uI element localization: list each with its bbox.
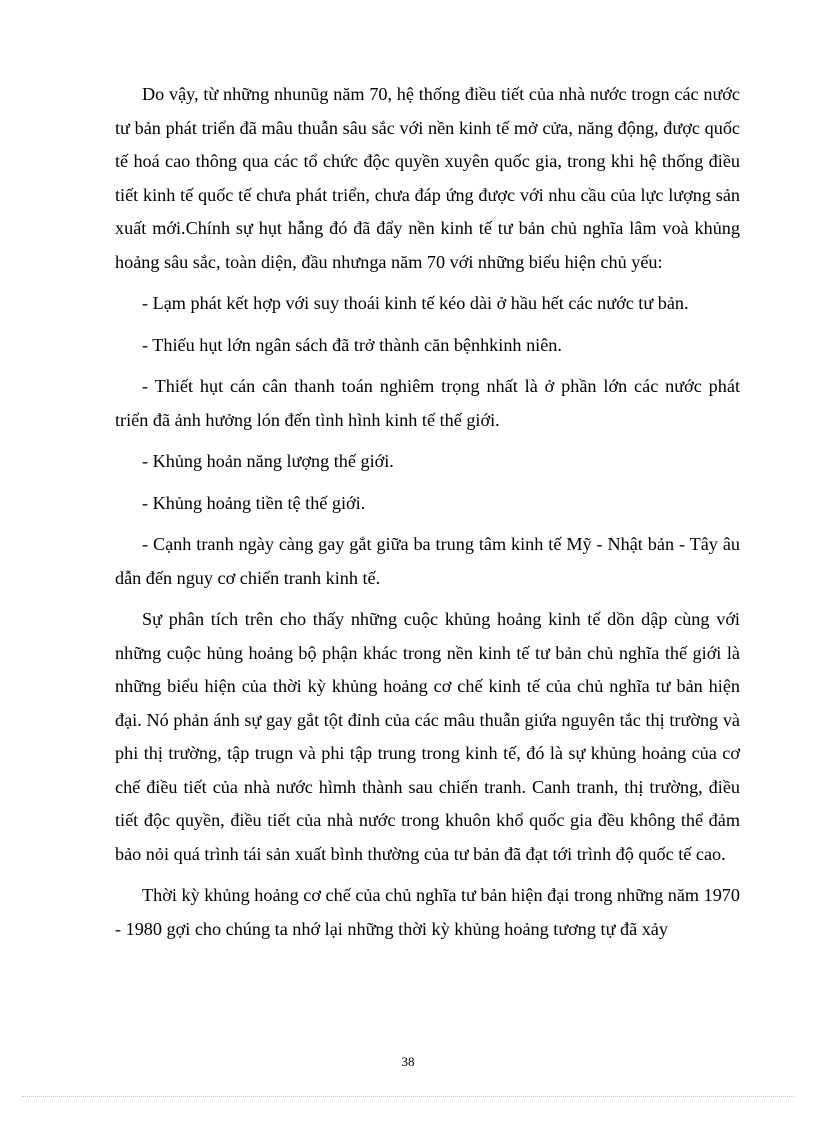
bullet-budget-deficit: - Thiếu hụt lớn ngân sách đã trở thành căn bệnhkinh niên. bbox=[142, 334, 562, 355]
paragraph-analysis: Sự phân tích trên cho thấy những cuộc khủng hoảng kinh tế dồn dập cùng với những cuộc hủng hoảng bộ phận khác trong nền kinh tế tư bản chủ nghĩa thế giới là những biểu hiện của thời kỳ khủng hoảng cơ chế kinh tế của chủ nghĩa tư bản hiện đại. Nó phản ánh sự gay gắt tột đỉnh của các mâu thuẫn giứa nguyên tắc thị trường và phi thị trường, tập trugn và phi tập trung trong kinh tế, đó là sự khủng hoảng của cơ chế điều tiết của nhà nước hìmh thành sau chiến tranh. Canh tranh, thị trường, điều tiết độc quyền, điều tiết của nhà nước trong khuôn khổ quốc gia đều không thể đảm bảo nỏi quá trình tái sản xuất bình thường của tư bản đã đạt tới trình độ quốc tế cao. bbox=[115, 609, 740, 864]
bullet-three-centers-competition: - Cạnh tranh ngày càng gay gắt giữa ba trung tâm kinh tế Mỹ - Nhật bản - Tây âu dẫn đến nguy cơ chiến tranh kinh tế. bbox=[115, 534, 740, 588]
page-bottom-divider bbox=[22, 1096, 794, 1097]
paragraph-intro: Do vậy, từ những nhunũg năm 70, hệ thống điều tiết của nhà nước trogn các nước tư bản phát triển đã mâu thuẫn sâu sắc với nền kinh tế mở cửa, năng động, được quốc tế hoá cao thông qua các tổ chức độc quyền xuyên quốc gia, trong khi hệ thống điều tiết kinh tế quốc tế chưa phát triển, chưa đáp ứng được với nhu cầu của lực lượng sản xuất mới.Chính sự hụt hẫng đó đã đẩy nền kinh tế tư bản chủ nghĩa lâm voà khủng hoảng sâu sắc, toàn diện, đầu nhưnga năm 70 với những biểu hiện chủ yếu: bbox=[115, 84, 740, 272]
page-number: 38 bbox=[401, 1054, 415, 1069]
bullet-energy-crisis: - Khủng hoản năng lượng thế giới. bbox=[142, 451, 394, 471]
paragraph-crisis-period: Thời kỳ khủng hoảng cơ chế của chủ nghĩa tư bản hiện đại trong những năm 1970 - 1980 gợi cho chúng ta nhớ lại những thời kỳ khủng hoảng tương tự đã xảy bbox=[115, 885, 740, 939]
page-body bbox=[115, 78, 740, 954]
bullet-balance-of-payments: - Thiết hụt cán cân thanh toán nghiêm trọng nhất là ở phần lớn các nước phát triển đã ảnh hưởng lón đến tình hình kinh tế thế giới. bbox=[115, 376, 740, 430]
bullet-monetary-crisis: - Khủng hoảng tiền tệ thế giới. bbox=[142, 492, 366, 513]
bullet-inflation-recession: - Lạm phát kết hợp với suy thoái kinh tế kéo dài ở hầu hết các nước tư bản. bbox=[142, 293, 689, 313]
